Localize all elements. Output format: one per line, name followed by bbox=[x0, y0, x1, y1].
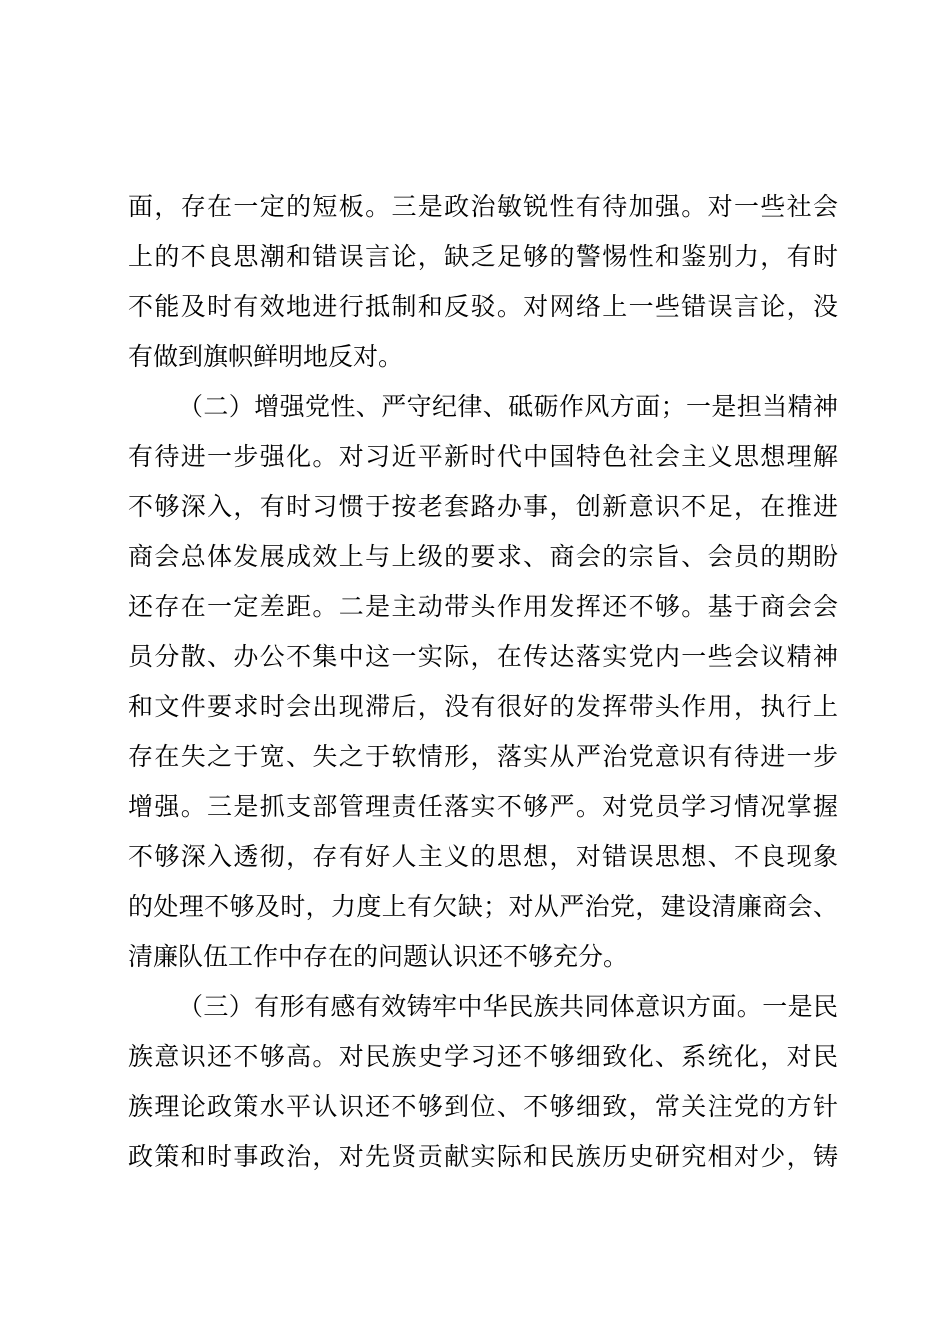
text-line: 的处理不够及时，力度上有欠缺；对从严治党，建设清廉商会、 bbox=[128, 892, 838, 921]
text-line: 面，存在一定的短板。三是政治敏锐性有待加强。对一些社会 bbox=[128, 192, 838, 221]
text-line: 上的不良思潮和错误言论，缺乏足够的警惕性和鉴别力，有时 bbox=[128, 242, 838, 271]
body-text bbox=[128, 182, 838, 1182]
text-line: 清廉队伍工作中存在的问题认识还不够充分。 bbox=[128, 942, 629, 971]
text-line: 有做到旗帜鲜明地反对。 bbox=[128, 342, 404, 371]
text-line: 族理论政策水平认识还不够到位、不够细致，常关注党的方针 bbox=[128, 1092, 838, 1121]
text-line: 存在失之于宽、失之于软情形，落实从严治党意识有待进一步 bbox=[128, 742, 838, 771]
text-line: 有待进一步强化。对习近平新时代中国特色社会主义思想理解 bbox=[128, 442, 838, 471]
text-line: 族意识还不够高。对民族史学习还不够细致化、系统化，对民 bbox=[128, 1042, 838, 1071]
text-line: 不够深入，有时习惯于按老套路办事，创新意识不足，在推进 bbox=[128, 492, 838, 521]
text-line: 不够深入透彻，存有好人主义的思想，对错误思想、不良现象 bbox=[128, 842, 838, 871]
section-heading-line: （三）有形有感有效铸牢中华民族共同体意识方面。一是民 bbox=[178, 992, 838, 1021]
text-line: 增强。三是抓支部管理责任落实不够严。对党员学习情况掌握 bbox=[128, 792, 838, 821]
text-line: 政策和时事政治，对先贤贡献实际和民族历史研究相对少，铸 bbox=[128, 1142, 838, 1171]
text-line: 还存在一定差距。二是主动带头作用发挥还不够。基于商会会 bbox=[128, 592, 838, 621]
text-line: 员分散、办公不集中这一实际，在传达落实党内一些会议精神 bbox=[128, 642, 838, 671]
section-heading-line: （二）增强党性、严守纪律、砥砺作风方面；一是担当精神 bbox=[178, 392, 838, 421]
text-line: 商会总体发展成效上与上级的要求、商会的宗旨、会员的期盼 bbox=[128, 542, 838, 571]
text-line: 不能及时有效地进行抵制和反驳。对网络上一些错误言论，没 bbox=[128, 292, 838, 321]
text-line: 和文件要求时会出现滞后，没有很好的发挥带头作用，执行上 bbox=[128, 692, 838, 721]
